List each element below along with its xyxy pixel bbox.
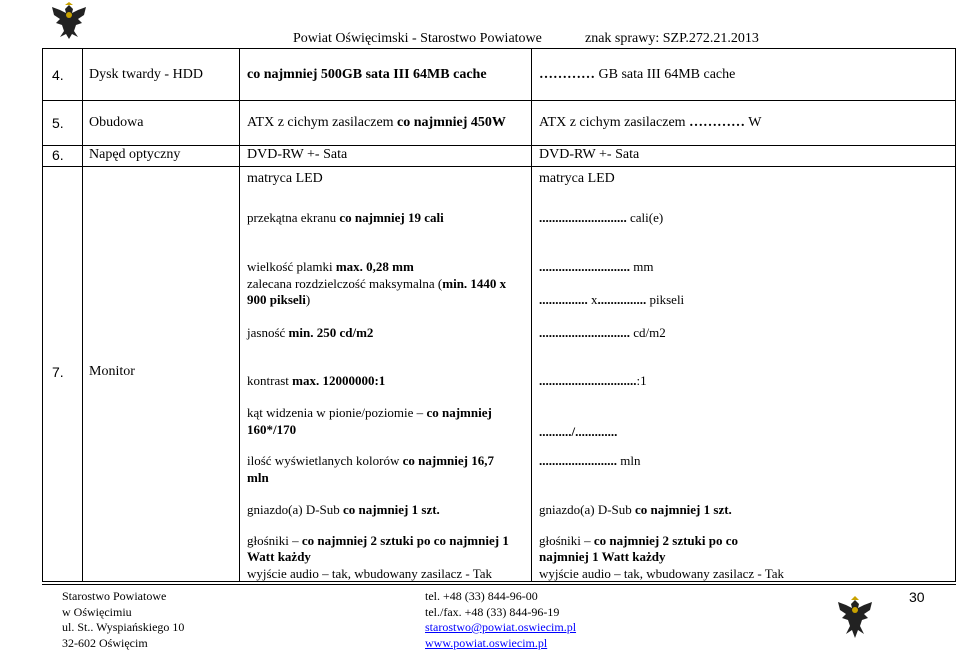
case-reference: znak sprawy: SZP.272.21.2013 <box>585 31 759 47</box>
requirement-text <box>247 115 506 131</box>
offer-blank: ........................ <box>539 453 617 468</box>
footer-address-line: 32-602 Oświęcim <box>62 636 184 651</box>
requirement-dsub-bold: co najmniej 1 szt. <box>343 502 440 517</box>
requirement-resolution-bold2: 900 pikseli <box>247 292 306 307</box>
requirement-colors-text: ilość wyświetlanych kolorów <box>247 453 403 468</box>
footer-website-link[interactable]: www.powiat.oswiecim.pl <box>425 636 576 651</box>
requirement-text: DVD-RW +- Sata <box>247 147 347 163</box>
requirement-audio: wyjście audio – tak, wbudowany zasilacz - Tak <box>247 566 492 582</box>
table-bottom-border <box>42 581 956 582</box>
offer-speakers-line2: najmniej 1 Watt każdy <box>539 549 666 565</box>
offer-diagonal-unit: cali(e) <box>627 210 663 225</box>
requirement-angle-text: kąt widzenia w pionie/poziomie – <box>247 405 426 420</box>
offer-unit: W <box>745 115 761 130</box>
offer-blank: ………… <box>539 67 595 82</box>
footer-rule <box>42 584 956 585</box>
requirement-brightness-bold: min. 250 cd/m2 <box>289 325 374 340</box>
requirement-resolution-text: zalecana rozdzielczość maksymalna ( <box>247 276 442 291</box>
item-name: Obudowa <box>89 115 143 131</box>
requirement-resolution-bold: min. 1440 x <box>442 276 506 291</box>
offer-brightness <box>539 325 666 341</box>
offer-brightness-unit: cd/m2 <box>630 325 666 340</box>
offer-resolution-x: x <box>588 292 598 307</box>
offer-blank: ............... <box>539 292 588 307</box>
offer-text <box>539 115 762 131</box>
requirement-speakers-line2: Watt każdy <box>247 549 311 565</box>
offer-colors-unit: mln <box>617 453 640 468</box>
col-divider <box>531 48 532 582</box>
footer-phone: tel. +48 (33) 844-96-00 <box>425 589 576 605</box>
footer-address <box>62 589 184 651</box>
offer-dsub-bold: co najmniej 1 szt. <box>635 502 732 517</box>
item-name: Napęd optyczny <box>89 147 180 163</box>
header-title: Powiat Oświęcimski - Starostwo Powiatowe <box>293 31 542 47</box>
row-number: 7. <box>52 364 64 380</box>
requirement-diagonal-bold: co najmniej 19 cali <box>339 210 443 225</box>
offer-blank: ............................ <box>539 259 630 274</box>
offer-diagonal <box>539 210 663 226</box>
offer-colors <box>539 453 640 469</box>
requirement-brightness <box>247 325 373 341</box>
requirement-colors-line2: mln <box>247 470 269 486</box>
requirement-matrix: matryca LED <box>247 171 323 187</box>
offer-text <box>539 67 735 83</box>
offer-dsub <box>539 502 732 518</box>
offer-text-rest: GB sata III 64MB cache <box>595 67 735 82</box>
requirement-resolution-line2 <box>247 292 310 308</box>
footer-email-link[interactable]: starostwo@powiat.oswiecim.pl <box>425 620 576 636</box>
requirement-pixel-bold: max. 0,28 mm <box>336 259 414 274</box>
col-divider <box>239 48 240 582</box>
requirement-resolution-line1 <box>247 276 506 292</box>
table-row-divider <box>42 100 956 101</box>
offer-resolution-unit: pikseli <box>646 292 684 307</box>
offer-resolution <box>539 292 684 308</box>
requirement-viewing-angle-line2: 160*/170 <box>247 422 296 438</box>
table-row-divider <box>42 166 956 167</box>
offer-pixel-unit: mm <box>630 259 653 274</box>
requirement-speakers-line1 <box>247 533 509 549</box>
requirement-text-bold: co najmniej 450W <box>397 115 506 130</box>
requirement-diagonal <box>247 210 444 226</box>
footer-address-line: w Oświęcimiu <box>62 605 184 621</box>
offer-blank: ………… <box>689 115 745 130</box>
offer-contrast <box>539 373 647 389</box>
table-row-divider <box>42 145 956 146</box>
footer-coat-of-arms-eagle-icon <box>834 594 876 640</box>
requirement-pixel-size <box>247 259 414 275</box>
offer-audio: wyjście audio – tak, wbudowany zasilacz - Tak <box>539 566 784 582</box>
offer-contrast-unit: :1 <box>637 373 647 388</box>
requirement-viewing-angle-line1 <box>247 405 492 421</box>
requirement-contrast-bold: max. 12000000:1 <box>292 373 385 388</box>
table-top-border <box>42 48 956 49</box>
requirement-brightness-text: jasność <box>247 325 289 340</box>
offer-viewing-angle: ........../............. <box>539 424 617 440</box>
offer-pixel-size <box>539 259 653 275</box>
page-number: 30 <box>909 589 925 605</box>
offer-dsub-text: gniazdo(a) D-Sub <box>539 502 635 517</box>
offer-blank: ............................ <box>539 325 630 340</box>
footer-address-line: Starostwo Powiatowe <box>62 589 184 605</box>
offer-speakers-line1 <box>539 533 738 549</box>
offer-speakers-text: głośniki – <box>539 533 594 548</box>
offer-text: DVD-RW +- Sata <box>539 147 639 163</box>
offer-blank: ............... <box>598 292 647 307</box>
row-number: 4. <box>52 67 64 83</box>
requirement-speakers-text: głośniki – <box>247 533 302 548</box>
row-number: 5. <box>52 115 64 131</box>
requirement-colors-line1 <box>247 453 494 469</box>
offer-speakers-bold: co najmniej 2 sztuki po co <box>594 533 738 548</box>
item-name: Monitor <box>89 364 135 380</box>
coat-of-arms-eagle-icon <box>48 1 90 43</box>
offer-blank: .............................. <box>539 373 637 388</box>
footer-contact <box>425 589 576 651</box>
requirement-angle-bold: co najmniej <box>426 405 491 420</box>
requirement-text: co najmniej 500GB sata III 64MB cache <box>247 67 487 83</box>
col-divider <box>82 48 83 582</box>
requirement-speakers-bold: co najmniej 2 sztuki po co najmniej 1 <box>302 533 509 548</box>
requirement-dsub <box>247 502 440 518</box>
requirement-pixel-text: wielkość plamki <box>247 259 336 274</box>
requirement-resolution-close: ) <box>306 292 310 307</box>
footer-fax: tel./fax. +48 (33) 844-96-19 <box>425 605 576 621</box>
row-number: 6. <box>52 147 64 163</box>
table-left-border <box>42 48 43 582</box>
footer-address-line: ul. St.. Wyspiańskiego 10 <box>62 620 184 636</box>
requirement-contrast <box>247 373 385 389</box>
requirement-diagonal-text: przekątna ekranu <box>247 210 339 225</box>
requirement-colors-bold: co najmniej 16,7 <box>403 453 494 468</box>
offer-text-part: ATX z cichym zasilaczem <box>539 115 689 130</box>
requirement-text-part: ATX z cichym zasilaczem <box>247 115 397 130</box>
table-right-border <box>955 48 956 582</box>
item-name: Dysk twardy - HDD <box>89 67 203 83</box>
requirement-contrast-text: kontrast <box>247 373 292 388</box>
requirement-dsub-text: gniazdo(a) D-Sub <box>247 502 343 517</box>
offer-matrix: matryca LED <box>539 171 615 187</box>
offer-blank: ........................... <box>539 210 627 225</box>
